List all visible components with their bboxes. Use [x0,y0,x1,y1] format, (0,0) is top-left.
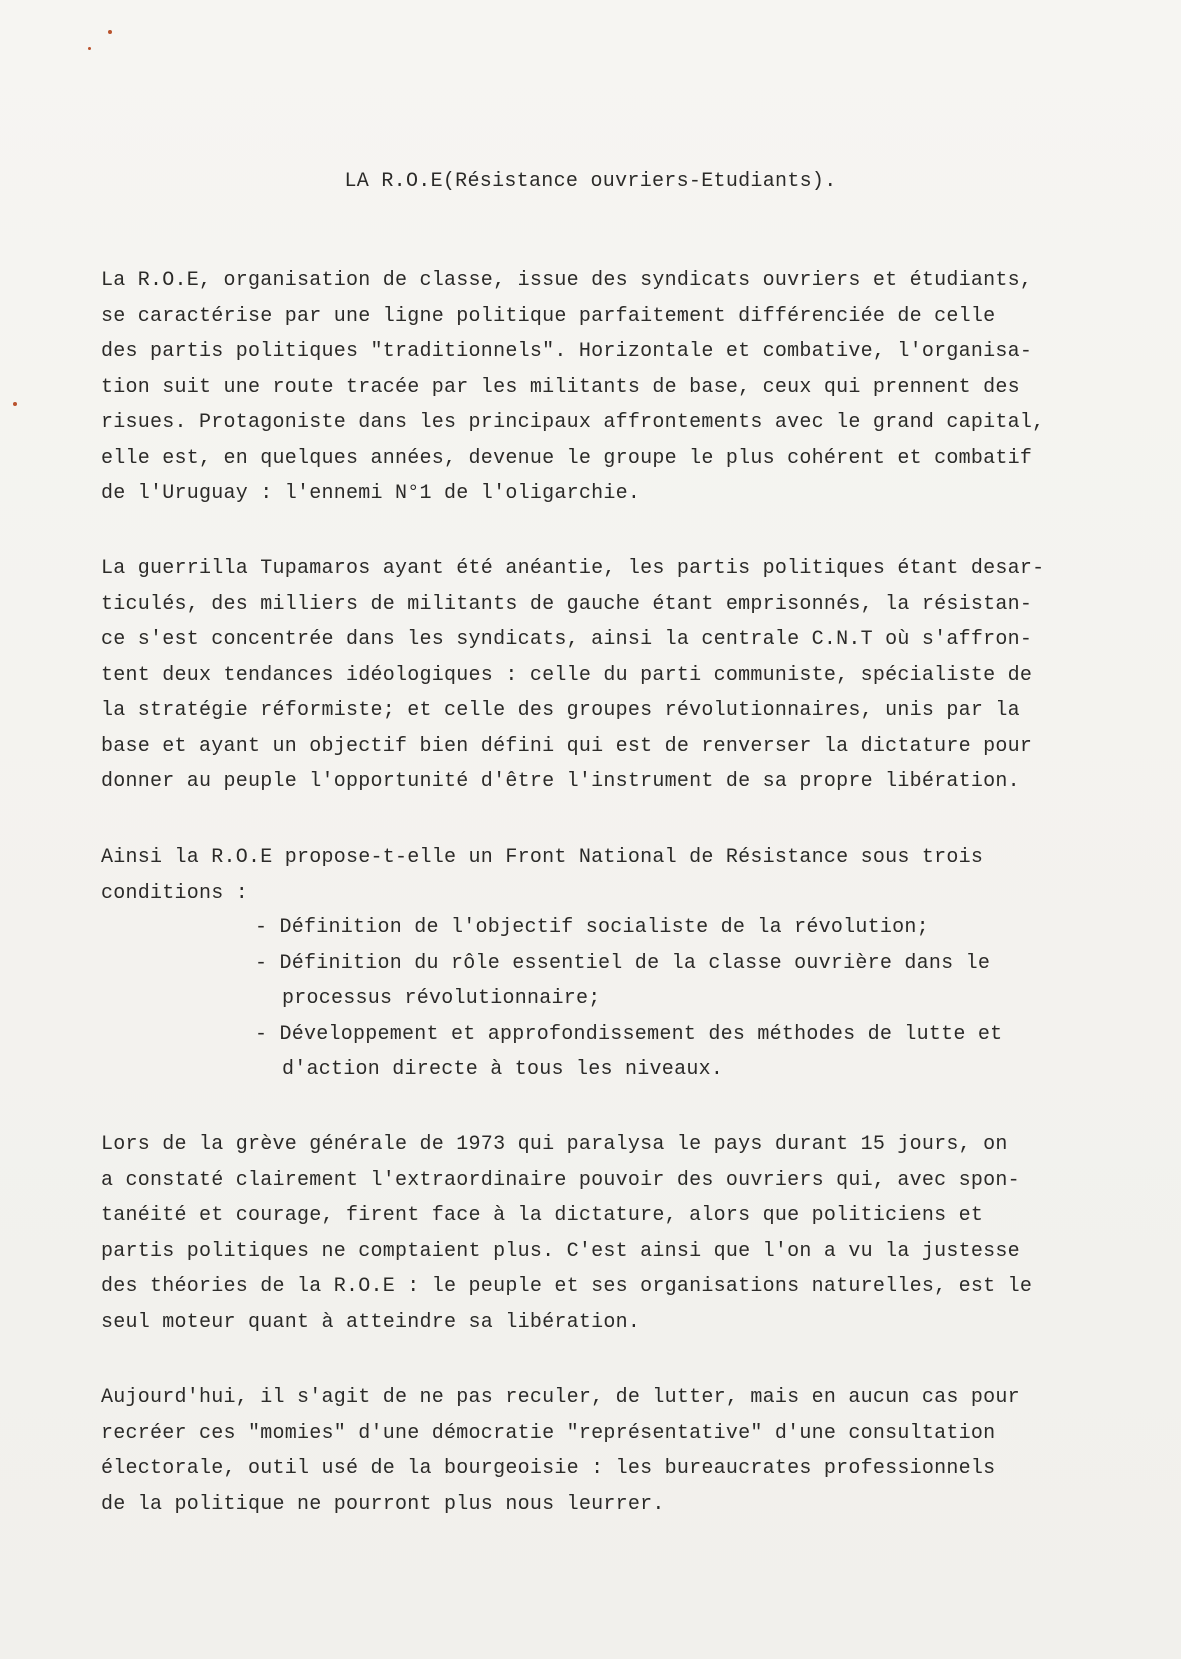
text-line: - Définition du rôle essentiel de la classe ouvrière dans le [255,951,991,975]
list-item [255,1017,1115,1088]
text-line: ticulés, des milliers de militants de gauche étant emprisonnés, la résistan- [101,592,1033,616]
ink-speck [13,402,17,406]
text-line: d'action directe à tous les niveaux. [282,1058,724,1081]
text-line: donner au peuple l'opportunité d'être l'instrument de sa propre libération. [101,770,1020,793]
text-line: ce s'est concentrée dans les syndicats, ainsi la centrale C.N.T où s'affron- [101,628,1033,651]
text-line: des partis politiques "traditionnels". Horizontale et combative, l'organisa- [101,340,1033,363]
text-line: base et ayant un objectif bien défini qui est de renverser la dictature pour [101,734,1033,758]
conditions-list [255,910,1115,1088]
paragraph-4 [101,1127,1111,1340]
paragraph-1 [101,263,1111,512]
paragraph-5 [101,1380,1111,1522]
text-line: La guerrilla Tupamaros ayant été anéantie, les partis politiques étant desar- [101,557,1045,580]
text-line: tanéité et courage, firent face à la dictature, alors que politiciens et [101,1204,984,1227]
text-line: tion suit une route tracée par les militants de base, ceux qui prennent des [101,375,1020,399]
text-line: tent deux tendances idéologiques : celle du parti communiste, spécialiste de [101,663,1033,687]
text-line: Aujourd'hui, il s'agit de ne pas reculer, de lutter, mais en aucun cas pour [101,1386,1020,1409]
text-line: partis politiques ne comptaient plus. C'est ainsi que l'on a vu la justesse [101,1239,1020,1263]
text-line: - Définition de l'objectif socialiste de la révolution; [255,916,929,939]
text-line: Lors de la grève générale de 1973 qui paralysa le pays durant 15 jours, on [101,1133,1008,1156]
paragraph-2 [101,551,1111,800]
document-title: LA R.O.E(Résistance ouvriers-Etudiants). [344,170,837,193]
text-line: elle est, en quelques années, devenue le groupe le plus cohérent et combatif [101,446,1033,470]
text-line: seul moteur quant à atteindre sa libération. [101,1310,641,1334]
list-item [255,910,1115,946]
text-line: Ainsi la R.O.E propose-t-elle un Front National de Résistance sous trois [101,846,984,869]
text-line: la stratégie réformiste; et celle des groupes révolutionnaires, unis par la [101,699,1020,722]
text-line: recréer ces "momies" d'une démocratie "représentative" d'une consultation [101,1421,996,1445]
text-line: se caractérise par une ligne politique parfaitement différenciée de celle [101,304,996,328]
text-line: risues. Protagoniste dans les principaux affrontements avec le grand capital, [101,411,1045,434]
ink-speck [108,30,112,34]
text-line: La R.O.E, organisation de classe, issue des syndicats ouvriers et étudiants, [101,269,1033,292]
text-line: des théories de la R.O.E : le peuple et ses organisations naturelles, est le [101,1275,1033,1298]
paragraph-3 [101,840,1111,911]
text-line: processus révolutionnaire; [282,987,601,1010]
text-line: de la politique ne pourront plus nous leurrer. [101,1492,665,1516]
text-line: de l'Uruguay : l'ennemi N°1 de l'oligarchie. [101,482,641,505]
text-line: conditions : [101,881,249,905]
ink-speck [88,47,91,50]
text-line: - Développement et approfondissement des méthodes de lutte et [255,1022,1003,1046]
text-line: a constaté clairement l'extraordinaire pouvoir des ouvriers qui, avec spon- [101,1168,1020,1192]
list-item [255,946,1115,1017]
text-line: électorale, outil usé de la bourgeoisie : les bureaucrates professionnels [101,1457,996,1480]
